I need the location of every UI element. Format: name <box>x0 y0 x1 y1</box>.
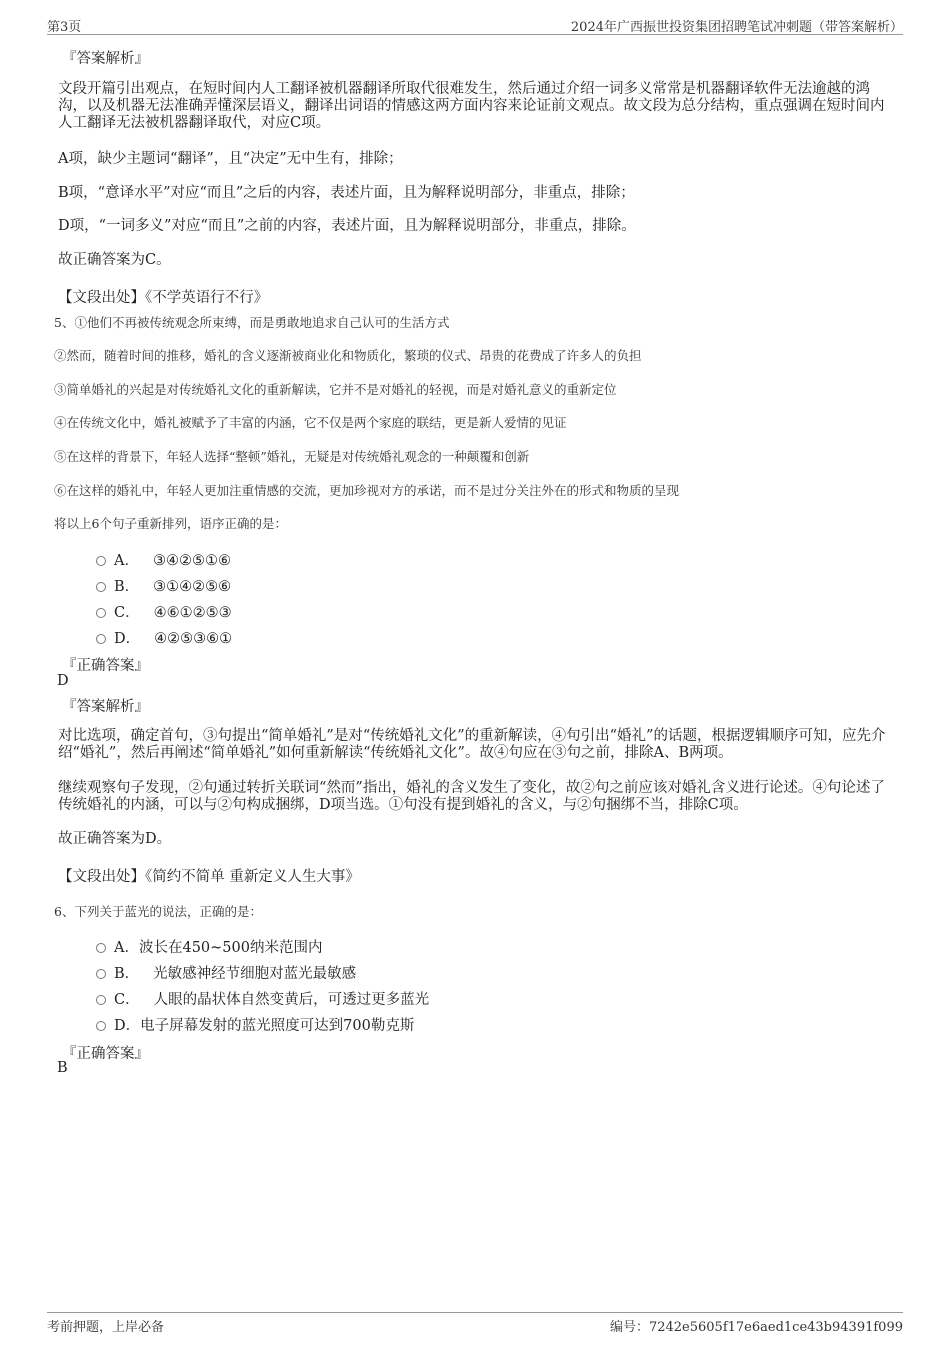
question-5-prompt: 将以上6个句子重新排列，语序正确的是： <box>54 516 287 531</box>
question-5-option-c[interactable]: C． ④⑥①②⑤③ <box>96 601 232 622</box>
document-title: 2024年广西振世投资集团招聘笔试冲刺题（带答案解析） <box>570 20 903 35</box>
correct-answer: D <box>57 673 69 689</box>
question-6-option-b[interactable]: B． 光敏感神经节细胞对蓝光最敏感 <box>96 962 356 983</box>
question-5-sentence: ③简单婚礼的兴起是对传统婚礼文化的重新解读，它并不是对婚礼的轻视，而是对婚礼意义的重新定位 <box>54 382 617 397</box>
page-footer <box>47 1312 903 1335</box>
radio-icon[interactable] <box>96 634 106 644</box>
analysis-label: 『答案解析』 <box>62 699 149 715</box>
page-number: 第3页 <box>47 20 82 35</box>
correct-answer: B <box>57 1060 68 1076</box>
analysis-paragraph: D项，“一词多义”对应“而且”之前的内容，表述片面，且为解释说明部分，非重点，排除。 <box>58 218 636 234</box>
question-5-option-d[interactable]: D． ④②⑤③⑥① <box>96 627 232 648</box>
radio-icon[interactable] <box>96 969 106 979</box>
analysis-label: 『答案解析』 <box>62 51 149 67</box>
footer-motto: 考前押题，上岸必备 <box>47 1320 165 1335</box>
question-6-option-a[interactable]: A．波长在450~500纳米范围内 <box>96 936 323 957</box>
analysis-conclusion: 故正确答案为C。 <box>58 252 171 268</box>
radio-icon[interactable] <box>96 995 106 1005</box>
question-5-sentence: 5、①他们不再被传统观念所束缚，而是勇敢地追求自己认可的生活方式 <box>54 315 450 330</box>
analysis-paragraph: 文段开篇引出观点，在短时间内人工翻译被机器翻译所取代很难发生，然后通过介绍一词多义常常是机器翻译软件无法逾越的鸿沟，以及机器无法准确弄懂深层语义，翻译出词语的情感这两方面内容来论证前文观点。故文段为总分结构，重点强调在短时间内人工翻译无法被机器翻译取代，对应C项。 <box>58 81 885 131</box>
passage-source: 【文段出处】《简约不简单 重新定义人生大事》 <box>58 869 360 885</box>
question-6-option-c[interactable]: C． 人眼的晶状体自然变黄后，可透过更多蓝光 <box>96 988 429 1009</box>
question-5-sentence: ②然而，随着时间的推移，婚礼的含义逐渐被商业化和物质化，繁琐的仪式、昂贵的花费成了许多人的负担 <box>54 348 642 363</box>
question-6-text: 6、下列关于蓝光的说法，正确的是： <box>54 904 262 919</box>
radio-icon[interactable] <box>96 582 106 592</box>
document-serial: 编号：7242e5605f17e6aed1ce43b94391f099 <box>609 1320 903 1335</box>
analysis-conclusion: 故正确答案为D。 <box>58 831 172 847</box>
analysis-paragraph: A项，缺少主题词“翻译”，且“决定”无中生有，排除； <box>58 151 403 167</box>
correct-answer-label: 『正确答案』 <box>62 658 149 674</box>
question-6-option-d[interactable]: D．电子屏幕发射的蓝光照度可达到700勒克斯 <box>96 1014 414 1035</box>
analysis-paragraph: 对比选项，确定首句，③句提出“简单婚礼”是对“传统婚礼文化”的重新解读，④句引出“婚礼”的话题，根据逻辑顺序可知，应先介绍“婚礼”，然后再阐述“简单婚礼”如何重新解读“传统婚礼文化”。故④句应在③句之前，排除A、B两项。 <box>58 728 886 761</box>
question-5-option-b[interactable]: B． ③①④②⑤⑥ <box>96 575 231 596</box>
question-5-sentence: ④在传统文化中，婚礼被赋予了丰富的内涵，它不仅是两个家庭的联结，更是新人爱情的见证 <box>54 415 567 430</box>
question-5-option-a[interactable]: A． ③④②⑤①⑥ <box>96 549 231 570</box>
question-5-sentence: ⑥在这样的婚礼中，年轻人更加注重情感的交流，更加珍视对方的承诺，而不是过分关注外在的形式和物质的呈现 <box>54 483 680 498</box>
radio-icon[interactable] <box>96 943 106 953</box>
passage-source: 【文段出处】《不学英语行不行》 <box>58 290 269 306</box>
correct-answer-label: 『正确答案』 <box>62 1046 149 1062</box>
radio-icon[interactable] <box>96 608 106 618</box>
analysis-paragraph: 继续观察句子发现，②句通过转折关联词“然而”指出，婚礼的含义发生了变化，故②句之前应该对婚礼含义进行论述。④句论述了传统婚礼的内涵，可以与②句构成捆绑，D项当选。①句没有提到婚礼的含义，与②句捆绑不当，排除C项。 <box>58 780 885 813</box>
radio-icon[interactable] <box>96 556 106 566</box>
analysis-paragraph: B项，“意译水平”对应“而且”之后的内容，表述片面，且为解释说明部分，非重点，排除； <box>58 185 635 201</box>
question-5-sentence: ⑤在这样的背景下，年轻人选择“整顿”婚礼，无疑是对传统婚礼观念的一种颠覆和创新 <box>54 449 530 464</box>
radio-icon[interactable] <box>96 1021 106 1031</box>
page-header <box>47 14 903 35</box>
